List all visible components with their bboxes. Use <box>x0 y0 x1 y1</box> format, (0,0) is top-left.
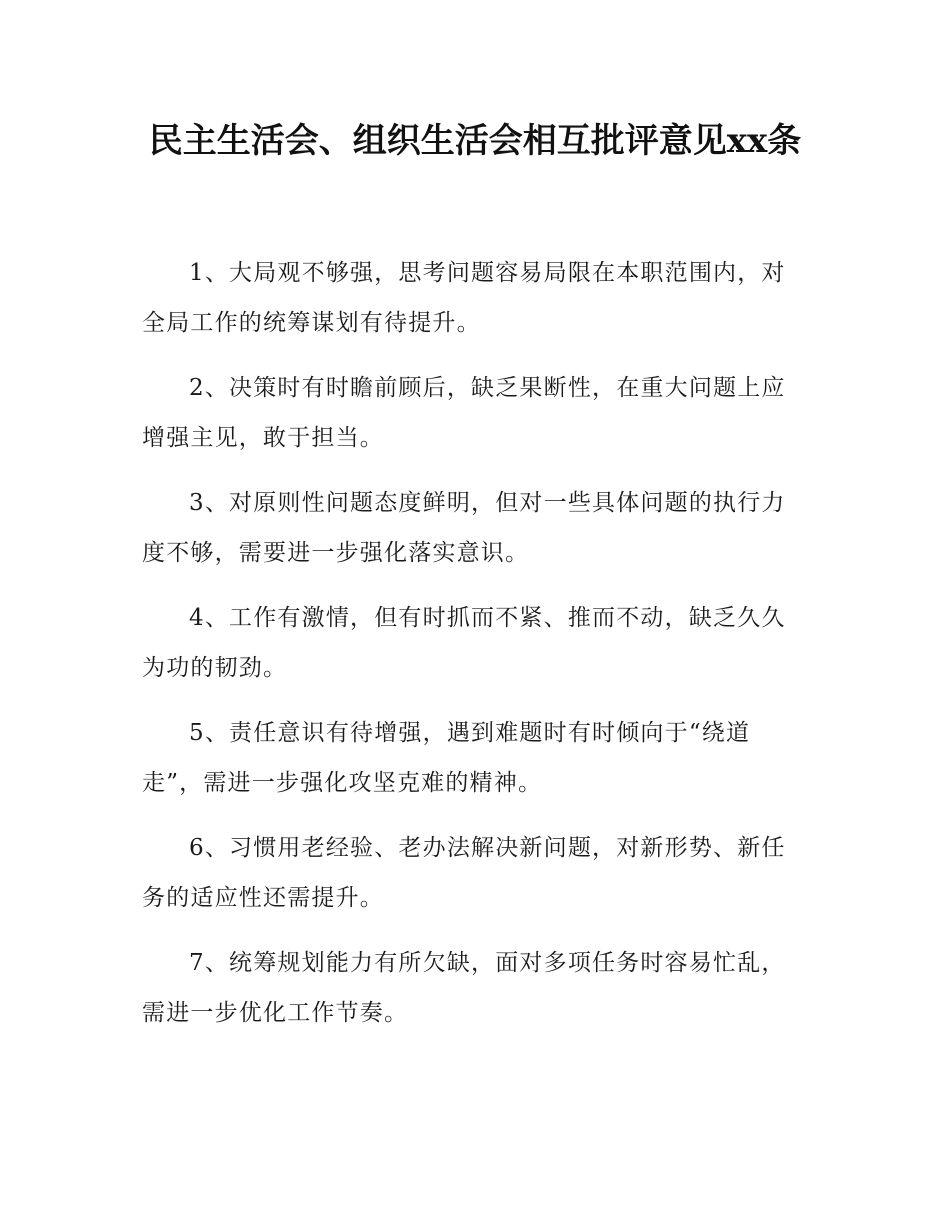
paragraph-2 <box>142 363 802 463</box>
paragraph-line: 全局工作的统筹谋划有待提升。 <box>142 310 481 336</box>
paragraph-7 <box>142 938 802 1038</box>
paragraph-line: 5、责任意识有待增强，遇到难题时有时倾向于“绕道 <box>189 720 751 746</box>
paragraph-3 <box>142 478 802 578</box>
document-body <box>142 248 802 1053</box>
paragraph-line: 3、对原则性问题态度鲜明，但对一些具体问题的执行力 <box>189 490 786 516</box>
paragraph-line: 7、统筹规划能力有所欠缺，面对多项任务时容易忙乱， <box>189 950 786 976</box>
paragraph-5 <box>142 708 802 808</box>
document-title: 民主生活会、组织生活会相互批评意见xx条 <box>148 121 802 161</box>
paragraph-line: 2、决策时有时瞻前顾后，缺乏果断性，在重大问题上应 <box>189 375 786 401</box>
paragraph-line: 需进一步优化工作节奏。 <box>142 1000 409 1026</box>
paragraph-line: 为功的韧劲。 <box>142 655 288 681</box>
paragraph-line: 务的适应性还需提升。 <box>142 885 384 911</box>
paragraph-1 <box>142 248 802 348</box>
paragraph-line: 6、习惯用老经验、老办法解决新问题，对新形势、新任 <box>189 835 786 861</box>
paragraph-line: 度不够，需要进一步强化落实意识。 <box>142 540 530 566</box>
paragraph-6 <box>142 823 802 923</box>
paragraph-line: 1、大局观不够强，思考问题容易局限在本职范围内，对 <box>189 260 786 286</box>
paragraph-line: 走”，需进一步强化攻坚克难的精神。 <box>142 770 543 796</box>
paragraph-line: 4、工作有激情，但有时抓而不紧、推而不动，缺乏久久 <box>189 605 786 631</box>
paragraph-line: 增强主见，敢于担当。 <box>142 425 384 451</box>
paragraph-4 <box>142 593 802 693</box>
